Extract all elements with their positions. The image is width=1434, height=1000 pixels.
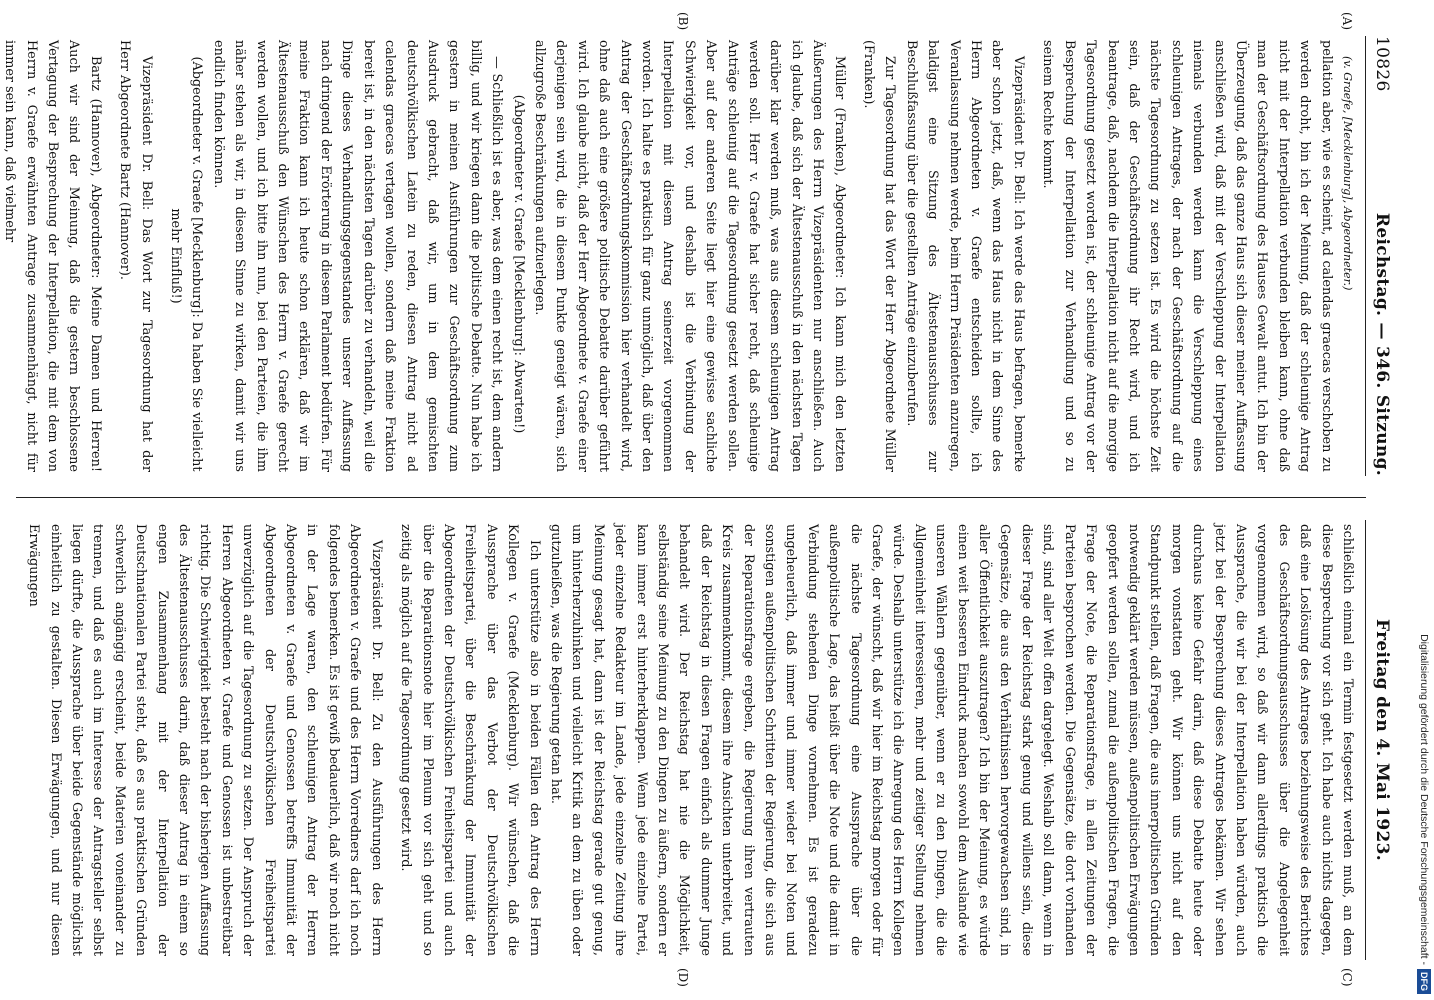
column-separator bbox=[16, 497, 1366, 498]
interjection: (Abgeordneter v. Graefe [Mecklenburg]: Abwarten!) bbox=[510, 94, 526, 434]
side-strip bbox=[1414, 0, 1434, 1000]
paragraph: Vizepräsident Dr. Bell: Ich werde das Haus befragen, bemerke aber schon jetzt, daß, wenn das Haus nicht in dem Sinne des Herrn Abgeordneten v. Graefe entscheiden sollte, ich Veranlassung nehmen werde, beim Herrn Präsidenten anzuregen, baldigst eine Sitzung des Ältestenausschusses zur Beschlußfassung über die gestellten Anträge einzuberufen. bbox=[903, 40, 1026, 472]
right-header-title: Freitag den 4. Mai 1923. bbox=[1372, 619, 1392, 861]
left-header-title: Reichstag. — 346. Sitzung. bbox=[1372, 212, 1392, 476]
credit-text: Digitalisierung gefördert durch die Deutsche Forschungsgemeinschaft - bbox=[1418, 634, 1430, 965]
digitization-credit bbox=[1414, 0, 1434, 1000]
right-column bbox=[23, 524, 1358, 956]
paragraph: Vizepräsident Dr. Bell: Das Wort zur Tagesordnung hat der Herr Abgeordnete Bartz (Hannover). bbox=[117, 40, 154, 472]
paragraph: Zur Tagesordnung hat das Wort der Herr Abgeordnete Müller (Franken). bbox=[861, 40, 898, 472]
margin-mark-d: (D) bbox=[676, 968, 690, 987]
dfg-logo: DFG bbox=[1417, 969, 1431, 994]
page-number: 10826 bbox=[1372, 36, 1392, 92]
interjection: (Abgeordneter v. Graefe [Mecklenburg]: Da haben Sie vielleicht mehr Einfluß!) bbox=[168, 56, 205, 472]
margin-mark-a: (A) bbox=[1340, 12, 1354, 31]
header-rule-right bbox=[1365, 520, 1366, 960]
paragraph: Ich unterstütze also in beiden Fällen den Antrag des Herrn Kollegen v. Graefe (Mecklenburg). Wir wünschen, daß die Aussprache über das Verbot der Deutschvölkischen Freiheitspartei, über die Beschränkung der Immunität der Abgeordneten der Deutschvölkischen Freiheitspartei und auch über die Reparationsnote hier im Plenum vor sich geht und so zeitig als möglich auf die Tagesordnung gesetzt wird. bbox=[398, 524, 542, 956]
paragraph: pellation aber, wie es scheint, ad calendas graecas verschoben zu werden droht, bin ich der Meinung, daß der schleunige Antrag nicht mit der Interpellation verbunden bleiben kann, ohne daß man der Geschäftsordnung des Hauses Gewalt antut. Ich bin der Überzeugung, daß das ganze Haus sich dieser meiner Auffassung anschließen wird, daß mit der Verschleppung der Interpellation niemals verbunden werden kann die Verschleppung eines schleunigen Antrages, der nach der Geschäftsordnung auf die nächste Tagesordnung zu setzen ist. Es wird die höchste Zeit sein, daß der Geschäftsordnung ihr Recht wird, und ich beantrage, daß, nachdem die Interpellation nicht auf die morgige Tagesordnung gesetzt worden ist, der schleunige Antrag vor der Besprechung der Interpellation zur Verhandlung und so zu seinem Rechte kommt. bbox=[1040, 40, 1334, 472]
margin-mark-b: (B) bbox=[676, 12, 690, 31]
left-column bbox=[0, 40, 1358, 472]
margin-mark-c: (C) bbox=[1340, 968, 1354, 987]
left-header bbox=[1372, 36, 1392, 476]
header-rule-left bbox=[1365, 36, 1366, 476]
paragraph: Müller (Franken), Abgeordneter: Ich kann mich den letzten Äußerungen des Herrn Vizepräsidenten nur anschließen. Auch ich glaube, daß sich der Ältestenausschuß in den nächsten Tagen darüber klar werden muß, was aus diesem schleunigen Antrag werden soll. Herr v. Graefe hat sicher recht, daß schleunige Anträge schleunig auf die Tagesordnung gesetzt werden sollen. Aber auf der anderen Seite liegt hier eine gewisse sachliche Schwierigkeit vor, und deshalb ist die Verbindung der Interpellation mit diesem Antrag seinerzeit vorgenommen worden. Ich halte es praktisch für ganz unmöglich, daß über den Antrag der Geschäftsordnungskommission hier verhandelt wird, ohne daß auch eine größere politische Debatte darüber geführt wird. Ich glaube nicht, daß der Herr Abgeordnete v. Graefe einer derjenigen sein wird, die in diesem Punkte geneigt wären, sich allzugroße Beschränkungen aufzuerlegen. bbox=[531, 40, 847, 472]
paragraph: Vizepräsident Dr. Bell: Zu den Ausführungen des Herrn Abgeordneten v. Graefe und des Herrn Vorredners darf ich noch folgendes bemerken. Es ist gewiß bedauerlich, daß wir noch nicht in der Lage waren, den schleunigen Antrag der Herren Abgeordneten v. Graefe und Genossen betreffs Immunität der Abgeordneten der Deutschvölkischen Freiheitspartei unverzüglich auf die Tagesordnung zu setzen. Der Anspruch der Herren Abgeordneten v. Graefe und Genossen ist unbestreitbar richtig. Die Schwierigkeit besteht nach der bisherigen Auffassung des Ältestenausschusses darin, daß dieser Antrag in einem so engen Zusammenhang mit der Interpellation der Deutschnationalen Partei steht, daß es aus praktischen Gründen schwerlich angängig erscheint, beide Materien voneinander zu trennen, und daß es auch im Interesse der Antragsteller selbst liegen dürfte, die Aussprache über beide Gegenstände möglichst einheitlich zu gestalten. Diesen Erwägungen, und nur diesen Erwägungen bbox=[26, 524, 384, 956]
paragraph: — Schließlich ist es aber, was dem einen recht ist, dem andern billig, und wir kriegen dann die politische Debatte. Nun habe ich gestern in meinen Ausführungen zur Geschäftsordnung zum Ausdruck gebracht, daß wir, um in dem gemischten deutschvölkischen Latein zu reden, diesen Antrag nicht ad calendas graecas vertagen wollen, sondern daß meine Fraktion bereit ist, in den nächsten Tagen darüber zu verhandeln, weil die Dinge dieses Verhandlungsgegenstandes unserer Auffassung nach dringend der Erörterung in diesem Parlament bedürfen. Für meine Fraktion kann ich heute schon erklären, daß wir im Ältestenausschuß den Wünschen des Herrn v. Graefe gerecht werden wollen, und ich bitte ihn nun, bei den Parteien, die ihm näher stehen als wir, in diesem Sinne zu wirken, damit wir uns endlich finden können. bbox=[210, 40, 505, 472]
paragraph: schließlich einmal ein Termin festgesetzt werden muß, an dem diese Besprechung vor sich geht. Ich habe auch nichts dagegen, daß eine Loslösung des Antrages beziehungsweise des Berichtes des Geschäftsordnungsausschusses über die Angelegenheit vorgenommen wird, so daß wir dann allerdings praktisch die Aussprache, die wir bei der Interpellation haben würden, auch jetzt bei der Besprechung dieses Antrages bekämen. Wir sehen durchaus keine Gefahr darin, daß diese Debatte heute oder morgen vonstatten geht. Wir können uns nicht auf den Standpunkt stellen, daß Fragen, die aus innerpolitischen Gründen notwendig geklärt werden müssen, außenpolitischen Erwägungen geopfert werden sollen, zumal die außenpolitischen Fragen, die Frage der Note, die Reparationsfrage, in allen Zeitungen der Parteien besprochen werden. Die Gegensätze, die dort vorhanden sind, sind aller Welt offen dargelegt. Weshalb soll dann, wenn in dieser Frage der Reichstag stark genug und willens sein, diese Gegensätze, die aus den Verhältnissen hervorgewachsen sind, in aller Öffentlichkeit auszutragen? Ich bin der Meinung, es würde einen weit besseren Eindruck machen sowohl dem Auslande wie unseren Wählern gegenüber, wenn er zu den Dingen, die die Allgemeinheit interessieren, mehr und zeitiger Stellung nehmen würde. Deshalb unterstütze ich die Anregung des Herrn Kollegen Graefe, der wünscht, daß wir hier im Reichstag morgen oder für die nächste Tagesordnung eine Aussprache über die außenpolitische Lage, das heißt über die Note und die damit in Verbindung stehenden Dinge vornehmen. Es ist geradezu ungeheuerlich, daß immer und immer wieder bei Noten und sonstigen außenpolitischen Schritten der Regierung, die sich aus der Reparationsfrage ergeben, die Regierung ihren vertrauten Kreis zusammenkommt, diesem ihre Ansichten unterbreitet, und daß der Reichstag in diesen Fragen einfach als dummer Junge behandelt wird. Der Reichstag hat nie die Möglichkeit, selbständig seine Meinung zu den Dingen zu äußern, sondern er kann immer erst hinterherklappen. Wenn jede einzelne Partei, jeder einzelne Redakteur im Lande, jede einzelne Zeitung ihre Meinung gesagt hat, dann ist der Reichstag gerade gut genug, um hinterherzuhinken und vielleicht Kritik an dem zu üben oder gutzuheißen, was die Regierung getan hat. bbox=[547, 524, 1355, 956]
speaker-note: (v. Graefe, [Mecklenburg], Abgeordneter.) bbox=[1341, 56, 1354, 291]
paragraph: Bartz (Hannover), Abgeordneter: Meine Damen und Herren! Auch wir sind der Meinung, daß die gestern beschlossene Vertagung der Besprechung der Interpellation, die mit dem von Herrn v. Graefe erwähnten Antrage zusammenhängt, nicht für immer sein kann, daß vielmehr bbox=[2, 40, 103, 472]
